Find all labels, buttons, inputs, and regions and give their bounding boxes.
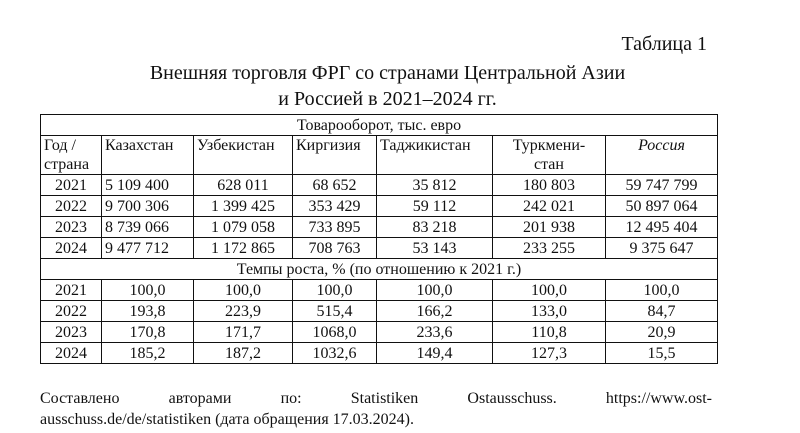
cell-kazakhstan: 185,2 — [102, 343, 194, 364]
cell-turkmenistan: 242 021 — [493, 196, 606, 217]
cell-turkmenistan: 233 255 — [493, 238, 606, 259]
cell-tajikistan: 59 112 — [377, 196, 493, 217]
cell-uzbekistan: 187,2 — [194, 343, 293, 364]
source-note — [40, 388, 712, 430]
cell-kyrgyzstan: 708 763 — [293, 238, 377, 259]
cell-tajikistan: 53 143 — [377, 238, 493, 259]
cell-uzbekistan: 223,9 — [194, 301, 293, 322]
table-row — [41, 322, 718, 343]
title-line-2: и Россией в 2021–2024 гг. — [278, 88, 497, 110]
cell-kyrgyzstan: 733 895 — [293, 217, 377, 238]
table-row — [41, 301, 718, 322]
cell-tajikistan: 35 812 — [377, 175, 493, 196]
cell-turkmenistan: 201 938 — [493, 217, 606, 238]
header-turkmenistan-line1: Туркмени- — [512, 137, 586, 154]
cell-year: 2021 — [41, 280, 102, 301]
header-year-country — [41, 136, 102, 175]
table-row — [41, 343, 718, 364]
table-row — [41, 175, 718, 196]
table-row — [41, 196, 718, 217]
header-row — [41, 136, 718, 175]
cell-russia: 20,9 — [606, 322, 718, 343]
cell-kyrgyzstan: 68 652 — [293, 175, 377, 196]
cell-kazakhstan: 9 700 306 — [102, 196, 194, 217]
cell-tajikistan: 83 218 — [377, 217, 493, 238]
trade-table — [40, 114, 718, 364]
cell-russia: 12 495 404 — [606, 217, 718, 238]
table-row — [41, 280, 718, 301]
header-kazakhstan: Казахстан — [102, 136, 194, 175]
cell-year: 2022 — [41, 196, 102, 217]
cell-year: 2023 — [41, 217, 102, 238]
cell-turkmenistan: 133,0 — [493, 301, 606, 322]
cell-russia: 9 375 647 — [606, 238, 718, 259]
cell-kyrgyzstan: 515,4 — [293, 301, 377, 322]
cell-kazakhstan: 5 109 400 — [102, 175, 194, 196]
header-year-line: Год / — [44, 137, 76, 154]
cell-russia: 59 747 799 — [606, 175, 718, 196]
cell-kazakhstan: 100,0 — [102, 280, 194, 301]
cell-tajikistan: 166,2 — [377, 301, 493, 322]
trade-body — [41, 175, 718, 259]
cell-turkmenistan: 100,0 — [493, 280, 606, 301]
cell-year: 2022 — [41, 301, 102, 322]
cell-kyrgyzstan: 1032,6 — [293, 343, 377, 364]
cell-uzbekistan: 171,7 — [194, 322, 293, 343]
cell-kyrgyzstan: 353 429 — [293, 196, 377, 217]
cell-kyrgyzstan: 1068,0 — [293, 322, 377, 343]
header-turkmenistan — [493, 136, 606, 175]
cell-turkmenistan: 110,8 — [493, 322, 606, 343]
header-tajikistan: Таджикистан — [377, 136, 493, 175]
cell-tajikistan: 149,4 — [377, 343, 493, 364]
cell-russia: 84,7 — [606, 301, 718, 322]
table-number: Таблица 1 — [621, 33, 707, 55]
cell-kazakhstan: 170,8 — [102, 322, 194, 343]
cell-kazakhstan: 8 739 066 — [102, 217, 194, 238]
table-title — [0, 60, 775, 112]
cell-year: 2021 — [41, 175, 102, 196]
table-row — [41, 217, 718, 238]
source-note-line-2: ausschuss.de/de/statistiken (дата обращения 17.03.2024). — [40, 411, 415, 428]
cell-turkmenistan: 127,3 — [493, 343, 606, 364]
header-country-line: страна — [44, 156, 90, 173]
cell-russia: 15,5 — [606, 343, 718, 364]
table-row — [41, 238, 718, 259]
section-growth-label: Темпы роста, % (по отношению к 2021 г.) — [41, 259, 718, 280]
cell-russia: 50 897 064 — [606, 196, 718, 217]
cell-year: 2023 — [41, 322, 102, 343]
cell-year: 2024 — [41, 343, 102, 364]
source-note-line-1: Составлено авторами по: Statistiken Ostausschuss. https://www.ost- — [40, 390, 712, 407]
title-line-1: Внешняя торговля ФРГ со странами Центральной Азии — [149, 62, 626, 84]
cell-kyrgyzstan: 100,0 — [293, 280, 377, 301]
header-kyrgyzstan: Киргизия — [293, 136, 377, 175]
cell-uzbekistan: 1 172 865 — [194, 238, 293, 259]
cell-kazakhstan: 9 477 712 — [102, 238, 194, 259]
cell-year: 2024 — [41, 238, 102, 259]
cell-uzbekistan: 1 399 425 — [194, 196, 293, 217]
header-uzbekistan: Узбекистан — [194, 136, 293, 175]
cell-turkmenistan: 180 803 — [493, 175, 606, 196]
cell-tajikistan: 233,6 — [377, 322, 493, 343]
cell-russia: 100,0 — [606, 280, 718, 301]
header-russia: Россия — [606, 136, 718, 175]
cell-tajikistan: 100,0 — [377, 280, 493, 301]
growth-body — [41, 280, 718, 364]
cell-kazakhstan: 193,8 — [102, 301, 194, 322]
cell-uzbekistan: 100,0 — [194, 280, 293, 301]
cell-uzbekistan: 1 079 058 — [194, 217, 293, 238]
cell-uzbekistan: 628 011 — [194, 175, 293, 196]
header-turkmenistan-line2: стан — [534, 156, 564, 173]
section-trade-label: Товарооборот, тыс. евро — [41, 115, 718, 136]
